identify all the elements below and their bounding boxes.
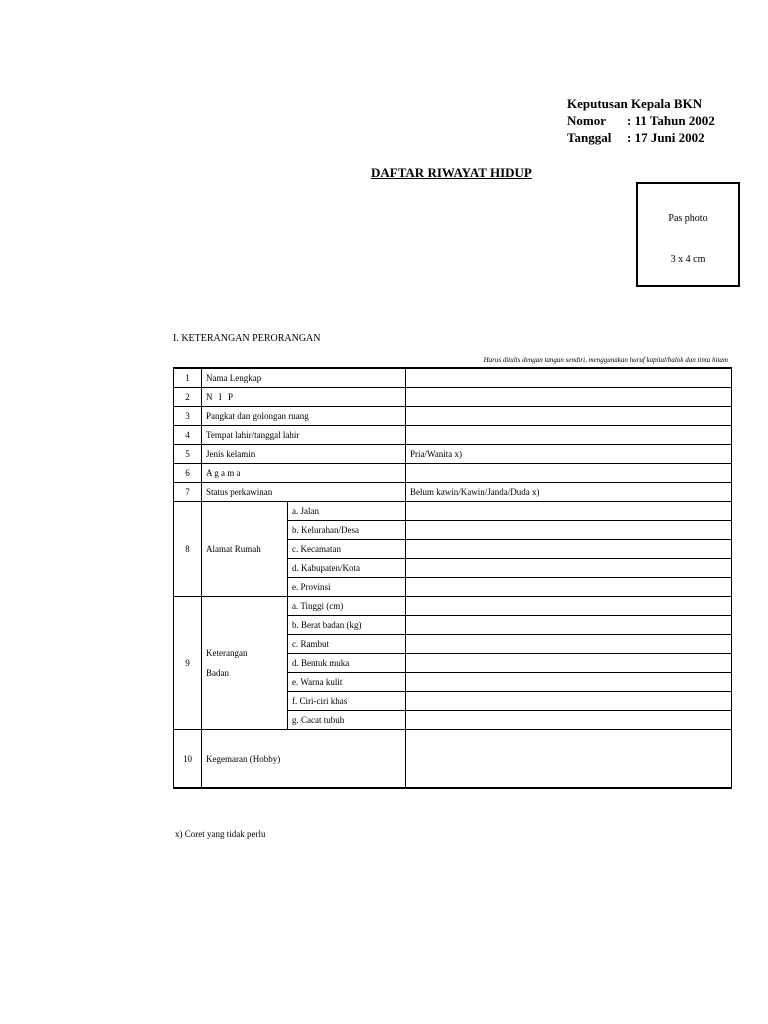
section-title: I. KETERANGAN PERORANGAN: [173, 333, 321, 344]
footnote: x) Coret yang tidak perlu: [175, 829, 266, 839]
table-row: [174, 597, 732, 616]
row-label: [202, 597, 288, 730]
table-row: [174, 464, 732, 483]
sub-label: g. Cacat tubuh: [288, 711, 406, 730]
row-number: 2: [174, 388, 202, 407]
row-label-line: Keterangan: [206, 648, 248, 658]
sub-label: a. Tinggi (cm): [288, 597, 406, 616]
nip-field[interactable]: [406, 388, 732, 407]
row-label: Alamat Rumah: [202, 502, 288, 597]
row-number: 6: [174, 464, 202, 483]
table-row: [174, 368, 732, 388]
row-number: 1: [174, 368, 202, 388]
personal-info-table: [173, 367, 732, 789]
row-number: 7: [174, 483, 202, 502]
sub-label: a. Jalan: [288, 502, 406, 521]
rank-field[interactable]: [406, 407, 732, 426]
street-field[interactable]: [406, 502, 732, 521]
photo-box-label: Pas photo: [668, 213, 708, 224]
sub-label: f. Ciri-ciri khas: [288, 692, 406, 711]
row-label-line: Badan: [206, 668, 229, 678]
row-label: A g a m a: [202, 464, 406, 483]
sub-label: e. Warna kulit: [288, 673, 406, 692]
sub-label: e. Provinsi: [288, 578, 406, 597]
sub-label: c. Kecamatan: [288, 540, 406, 559]
row-label: Tempat lahir/tanggal lahir: [202, 426, 406, 445]
weight-field[interactable]: [406, 616, 732, 635]
decree-title-text: Keputusan Kepala BKN: [567, 96, 703, 111]
decree-date-label: Tanggal: [567, 130, 612, 145]
row-number: 4: [174, 426, 202, 445]
face-shape-field[interactable]: [406, 654, 732, 673]
decree-number-label: Nomor: [567, 113, 606, 128]
distinctive-features-field[interactable]: [406, 692, 732, 711]
table-row: [174, 483, 732, 502]
row-number: 9: [174, 597, 202, 730]
disability-field[interactable]: [406, 711, 732, 730]
instruction-note: Harus ditulis dengan tangan sendiri, menggunakan huruf kapital/balok dan tinta hitam: [483, 356, 728, 364]
province-field[interactable]: [406, 578, 732, 597]
table-row: [174, 426, 732, 445]
row-label: N I P: [202, 388, 406, 407]
decree-date: [567, 129, 715, 146]
regency-field[interactable]: [406, 559, 732, 578]
row-number: 8: [174, 502, 202, 597]
photo-box-size: 3 x 4 cm: [670, 254, 706, 265]
table-row: [174, 730, 732, 789]
village-field[interactable]: [406, 521, 732, 540]
skin-color-field[interactable]: [406, 673, 732, 692]
birth-place-date-field[interactable]: [406, 426, 732, 445]
religion-field[interactable]: [406, 464, 732, 483]
gender-field[interactable]: Pria/Wanita x): [406, 445, 732, 464]
decree-number: [567, 112, 715, 129]
decree-date-value: : 17 Juni 2002: [627, 130, 705, 145]
row-number: 5: [174, 445, 202, 464]
row-label: Pangkat dan golongan ruang: [202, 407, 406, 426]
row-number: 10: [174, 730, 202, 789]
document-title: DAFTAR RIWAYAT HIDUP: [371, 165, 532, 180]
marital-status-field[interactable]: Belum kawin/Kawin/Janda/Duda x): [406, 483, 732, 502]
row-label: Nama Lengkap: [202, 368, 406, 388]
decree-number-value: : 11 Tahun 2002: [627, 113, 715, 128]
photo-box: [636, 182, 740, 287]
table-row: [174, 445, 732, 464]
decree-reference: [567, 95, 715, 146]
hair-field[interactable]: [406, 635, 732, 654]
district-field[interactable]: [406, 540, 732, 559]
table-row: [174, 407, 732, 426]
decree-title: [567, 95, 715, 112]
hobby-field[interactable]: [406, 730, 732, 789]
row-number: 3: [174, 407, 202, 426]
sub-label: d. Bentuk muka: [288, 654, 406, 673]
row-label: Jenis kelamin: [202, 445, 406, 464]
row-label: Status perkawinan: [202, 483, 406, 502]
height-field[interactable]: [406, 597, 732, 616]
row-label: Kegemaran (Hobby): [202, 730, 406, 789]
sub-label: b. Berat badan (kg): [288, 616, 406, 635]
sub-label: b. Kelurahan/Desa: [288, 521, 406, 540]
full-name-field[interactable]: [406, 368, 732, 388]
table-row: [174, 388, 732, 407]
sub-label: c. Rambut: [288, 635, 406, 654]
table-row: [174, 502, 732, 521]
sub-label: d. Kabupaten/Kota: [288, 559, 406, 578]
